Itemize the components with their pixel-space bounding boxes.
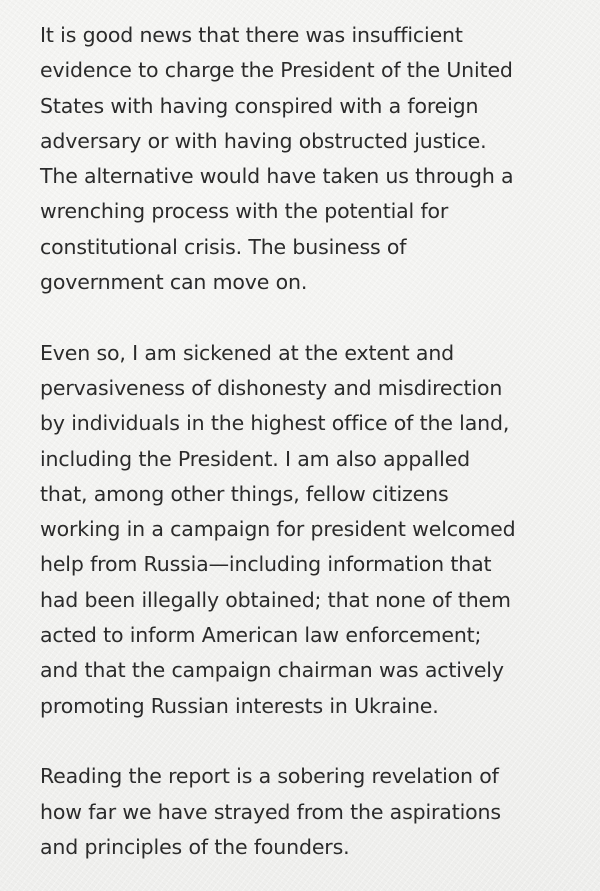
paragraph-insufficient-evidence: It is good news that there was insufficient evidence to charge the President of the United States with having conspired with a foreign adversary or with having obstructed justice. The alternative would have taken us through a wrenching process with the potential for constitutional crisis. The business of government can move on. — [40, 23, 514, 295]
paragraph-dishonesty-and-misdirection: Even so, I am sickened at the extent and pervasiveness of dishonesty and misdirection by individuals in the highest office of the land, including the President. I am also appalled that, among other things, fellow citizens working in a campaign for president welcomed help from Russia—including information that had been illegally obtained; that none of them acted to inform American law enforcement; and that the campaign chairman was actively promoting Russian interests in Ukraine. — [40, 340, 516, 718]
note-body — [40, 18, 570, 865]
paragraph-sobering-revelation: Reading the report is a sobering revelation of how far we have strayed from the aspirations and principles of the founders. — [40, 764, 501, 859]
